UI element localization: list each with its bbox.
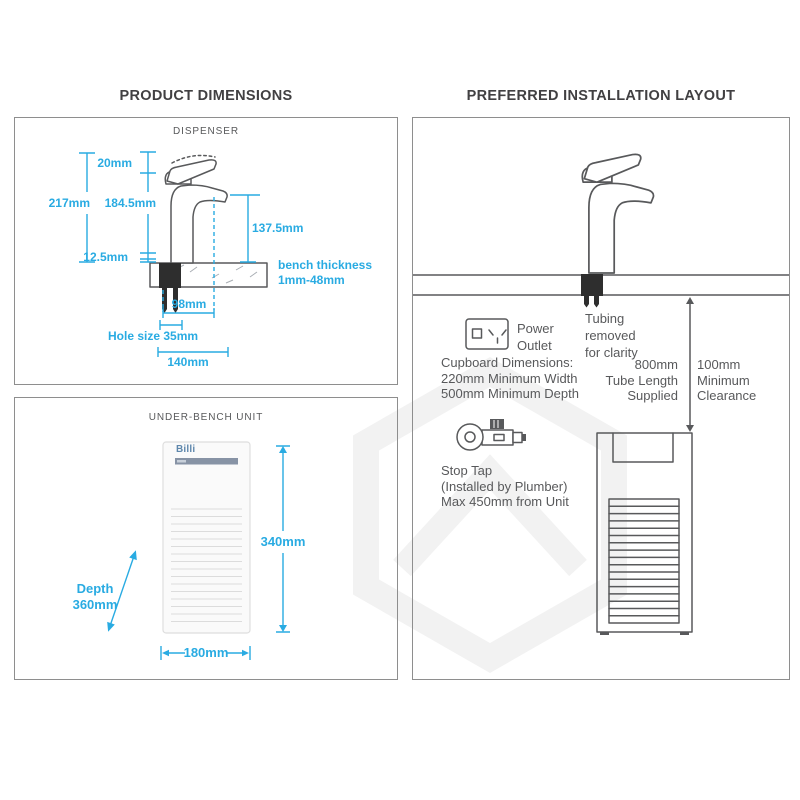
hole-size-note: Hole size 35mm: [108, 329, 199, 343]
tubing-line3: for clarity: [585, 344, 638, 360]
cupboard-line2: 220mm Minimum Width: [441, 370, 578, 386]
stop-tap-line2: (Installed by Plumber): [441, 478, 568, 494]
cupboard-note: [441, 355, 579, 402]
cupboard-line1: Cupboard Dimensions:: [441, 355, 574, 370]
dim-unit-height: 340mm: [260, 534, 306, 549]
dim-unit-width: 180mm: [183, 645, 229, 660]
depth-note: [60, 581, 130, 612]
clearance-line2: Minimum: [697, 372, 750, 388]
billi-logo: Billi: [176, 444, 196, 455]
clearance-line1: 100mm: [697, 357, 741, 372]
stop-tap-line3: Max 450mm from Unit: [441, 494, 569, 509]
panel-underbench: [14, 397, 398, 680]
tubing-line1: Tubing: [585, 311, 625, 326]
bench-thickness-line1: bench thickness: [278, 258, 373, 272]
power-outlet-line1: Power: [517, 321, 554, 336]
stop-tap-line1: Stop Tap: [441, 463, 493, 478]
stop-tap-note: [441, 463, 569, 510]
dim-total-height: 217mm: [48, 196, 90, 210]
cupboard-line3: 500mm Minimum Depth: [441, 386, 579, 401]
dim-overall-reach: 140mm: [167, 355, 209, 369]
depth-line2: 360mm: [72, 596, 118, 612]
bench-thickness-line2: 1mm-48mm: [278, 273, 345, 287]
bench-thickness-note: [278, 258, 378, 288]
heading-product-dimensions: PRODUCT DIMENSIONS: [119, 88, 293, 104]
power-outlet-label: [517, 321, 554, 355]
dim-body-height: 184.5mm: [104, 196, 156, 210]
tubing-line2: removed: [585, 327, 636, 343]
dim-spout-clearance: 137.5mm: [252, 221, 304, 235]
tubing-note: [585, 311, 638, 361]
depth-line1: Depth: [76, 581, 114, 596]
clearance-line3: Clearance: [697, 388, 757, 403]
dim-spout-reach: 98mm: [171, 297, 207, 311]
tube-length-line2: Tube Length: [605, 372, 678, 388]
clearance-note: [697, 357, 756, 404]
underbench-title: UNDER-BENCH UNIT: [148, 412, 264, 423]
dim-handle-travel: 20mm: [97, 156, 132, 170]
tube-length-note: [580, 357, 678, 404]
dim-base-offset: 12.5mm: [83, 250, 128, 264]
heading-installation-layout: PREFERRED INSTALLATION LAYOUT: [466, 88, 736, 104]
power-outlet-line2: Outlet: [517, 337, 552, 353]
dispenser-title: DISPENSER: [173, 126, 239, 137]
tube-length-line1: 800mm: [634, 357, 678, 372]
tube-length-line3: Supplied: [627, 388, 678, 403]
